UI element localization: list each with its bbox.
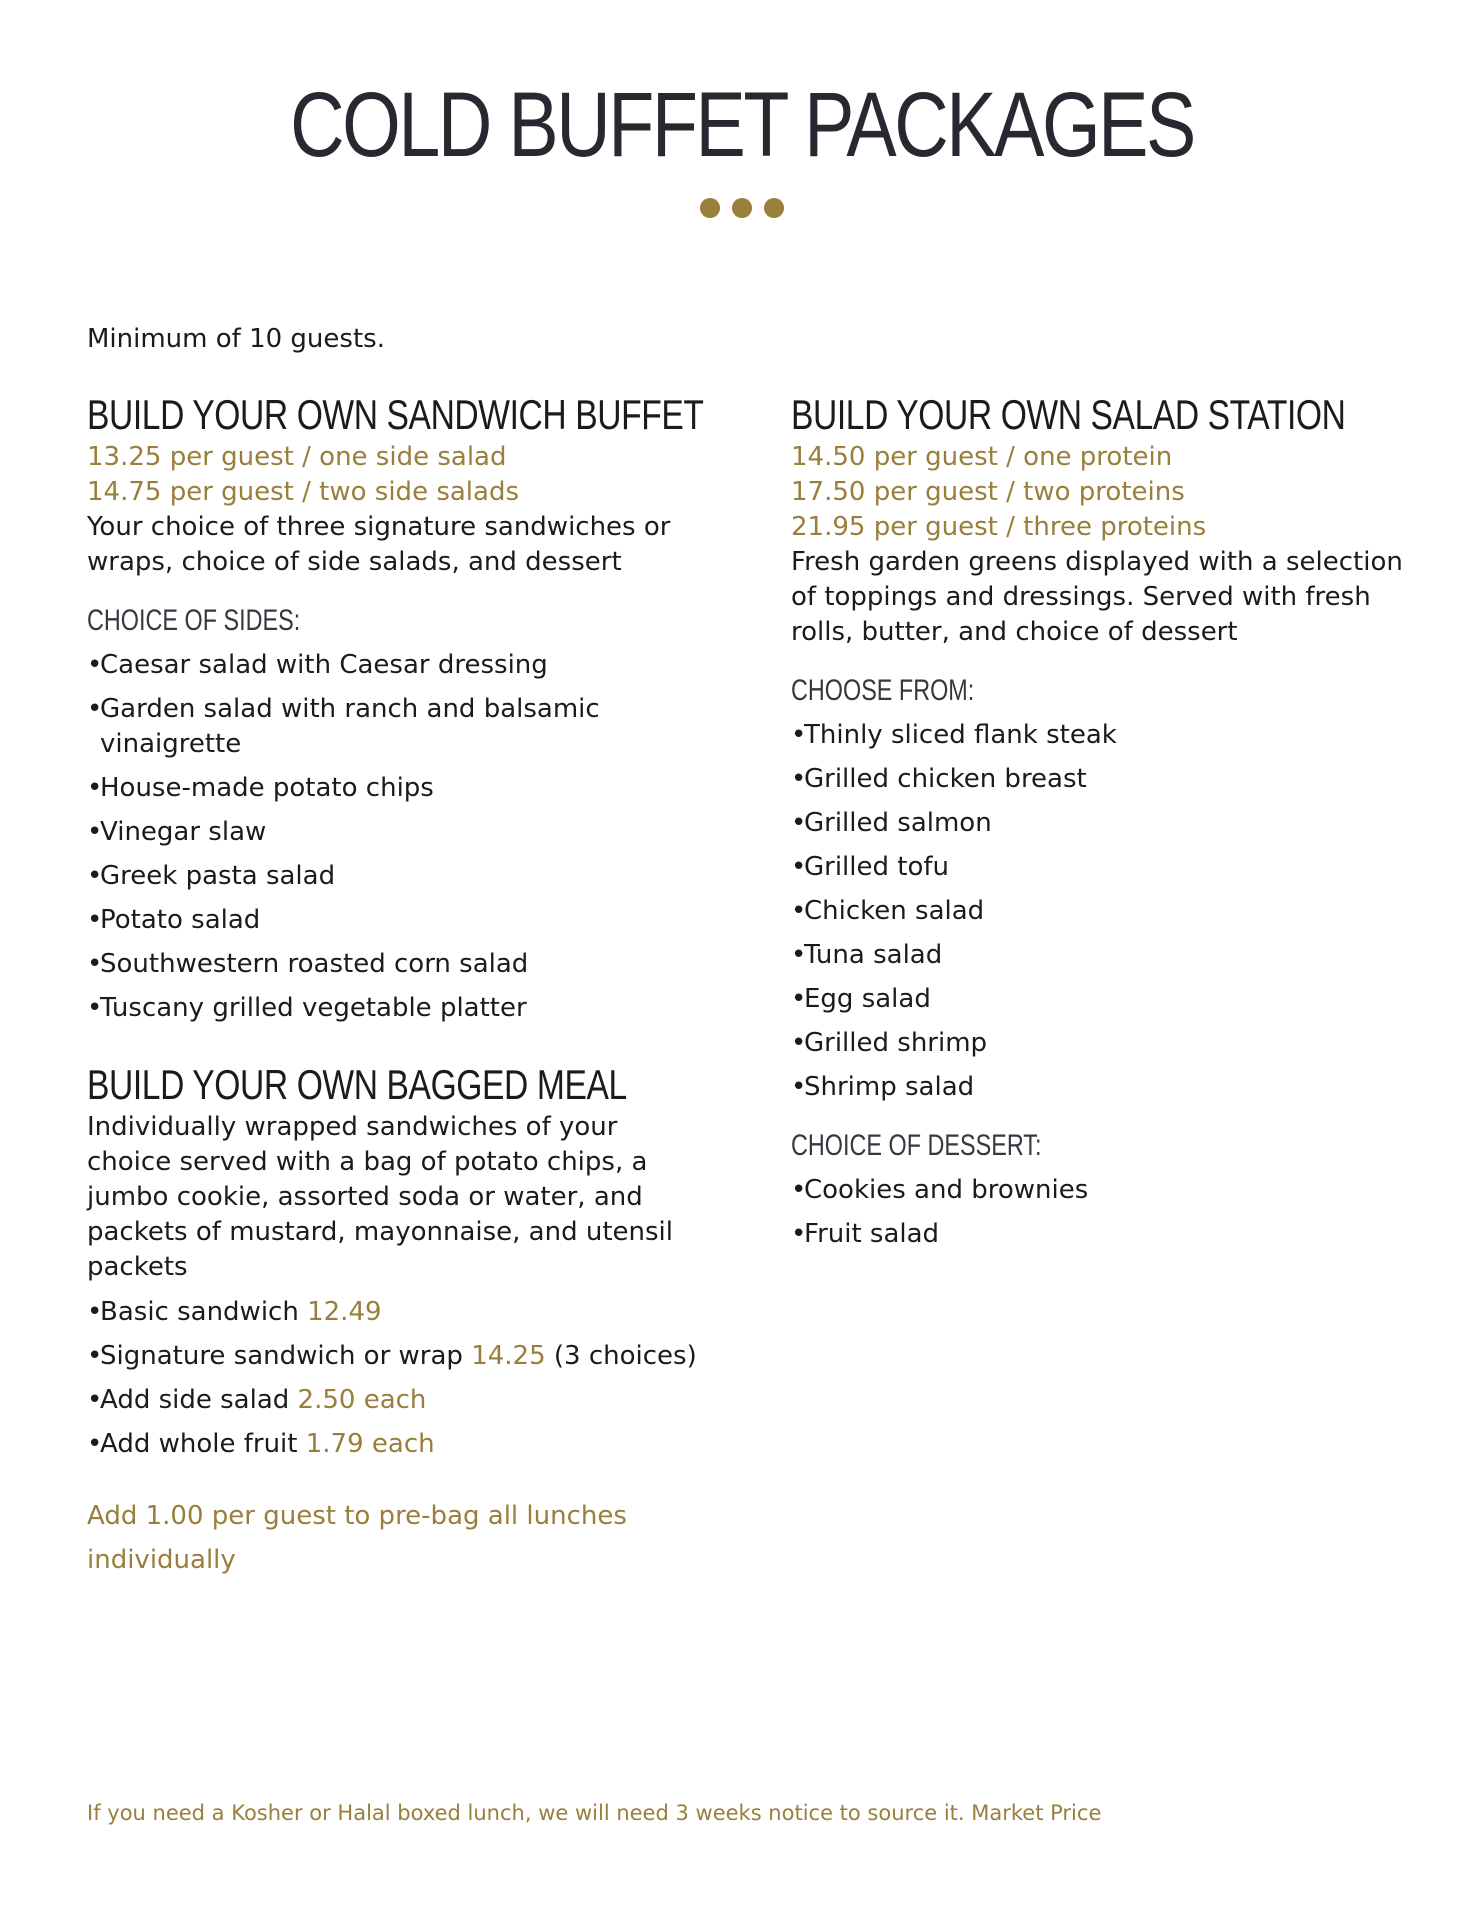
list-item: • Caesar salad with Caesar dressing [87,648,707,683]
decorative-dots [0,198,1484,218]
dot-icon [732,198,752,218]
salad-station-heading: BUILD YOUR OWN SALAD STATION [791,391,1346,438]
list-item: • Greek pasta salad [87,859,707,894]
item-price: 1.79 each [305,1429,435,1459]
list-item: • Garden salad with ranch and balsamic vinaigrette [87,692,707,762]
item-price: 12.49 [307,1297,382,1327]
list-item: • Vinegar slaw [87,815,707,850]
list-item: • Tuna salad [791,938,1411,973]
list-item: • Chicken salad [791,894,1411,929]
page-title: COLD BUFFET PACKAGES [290,74,1194,176]
list-item: • Thinly sliced flank steak [791,718,1411,753]
proteins-list [791,718,1411,1105]
left-column [87,390,707,1582]
sides-list [87,648,707,1026]
sandwich-price-one: 13.25 per guest / one side salad [87,442,507,472]
list-item [87,1383,707,1418]
list-item: • House-made potato chips [87,771,707,806]
item-price: 2.50 each [297,1385,427,1415]
salad-price-three: 21.95 per guest / three proteins [791,512,1207,542]
list-item [87,1295,707,1330]
list-item: • Grilled shrimp [791,1026,1411,1061]
prebag-note: Add 1.00 per guest to pre-bag all lunches individually [87,1501,627,1575]
item-price: 14.25 [471,1341,546,1371]
bagged-meal-heading: BUILD YOUR OWN BAGGED MEAL [87,1061,627,1108]
list-item: • Potato salad [87,903,707,938]
list-item: • Tuscany grilled vegetable platter [87,991,707,1026]
item-label: Add whole fruit [100,1429,298,1459]
dessert-heading: CHOICE OF DESSERT: [791,1129,1042,1162]
sides-heading: CHOICE OF SIDES: [87,604,301,637]
sandwich-buffet-heading: BUILD YOUR OWN SANDWICH BUFFET [87,391,704,438]
bagged-items-list [87,1295,707,1462]
sandwich-buffet-section [87,390,707,1026]
item-label: Add side salad [100,1385,290,1415]
list-item: • Egg salad [791,982,1411,1017]
bagged-meal-section [87,1060,707,1582]
sandwich-description: Your choice of three signature sandwiches or wraps, choice of side salads, and dessert [87,512,671,577]
desserts-list [791,1173,1411,1252]
list-item [87,1339,707,1374]
footer-note: If you need a Kosher or Halal boxed lunch, we will need 3 weeks notice to source it. Market Price [87,1801,1102,1825]
item-label: Signature sandwich or wrap [100,1341,463,1371]
list-item: • Fruit salad [791,1217,1411,1252]
minimum-guests-note: Minimum of 10 guests. [87,324,385,354]
salad-description: Fresh garden greens displayed with a selection of toppings and dressings. Served with fresh rolls, butter, and choice of dessert [791,547,1403,647]
dot-icon [700,198,720,218]
salad-station-section [791,390,1411,1252]
list-item: • Cookies and brownies [791,1173,1411,1208]
list-item: • Southwestern roasted corn salad [87,947,707,982]
salad-price-one: 14.50 per guest / one protein [791,442,1173,472]
salad-price-two: 17.50 per guest / two proteins [791,477,1185,507]
right-column [791,390,1411,1261]
bagged-meal-description: Individually wrapped sandwiches of your choice served with a bag of potato chips, a jumbo cookie, assorted soda or water, and packets of mustard, mayonnaise, and utensil packets [87,1112,673,1282]
dot-icon [764,198,784,218]
item-label: Basic sandwich [100,1297,299,1327]
sandwich-price-two: 14.75 per guest / two side salads [87,477,520,507]
list-item: • Grilled chicken breast [791,762,1411,797]
list-item: • Grilled tofu [791,850,1411,885]
list-item: • Grilled salmon [791,806,1411,841]
list-item: • Shrimp salad [791,1070,1411,1105]
item-note: (3 choices) [553,1341,697,1371]
list-item [87,1427,707,1462]
choose-from-heading: CHOOSE FROM: [791,674,975,707]
